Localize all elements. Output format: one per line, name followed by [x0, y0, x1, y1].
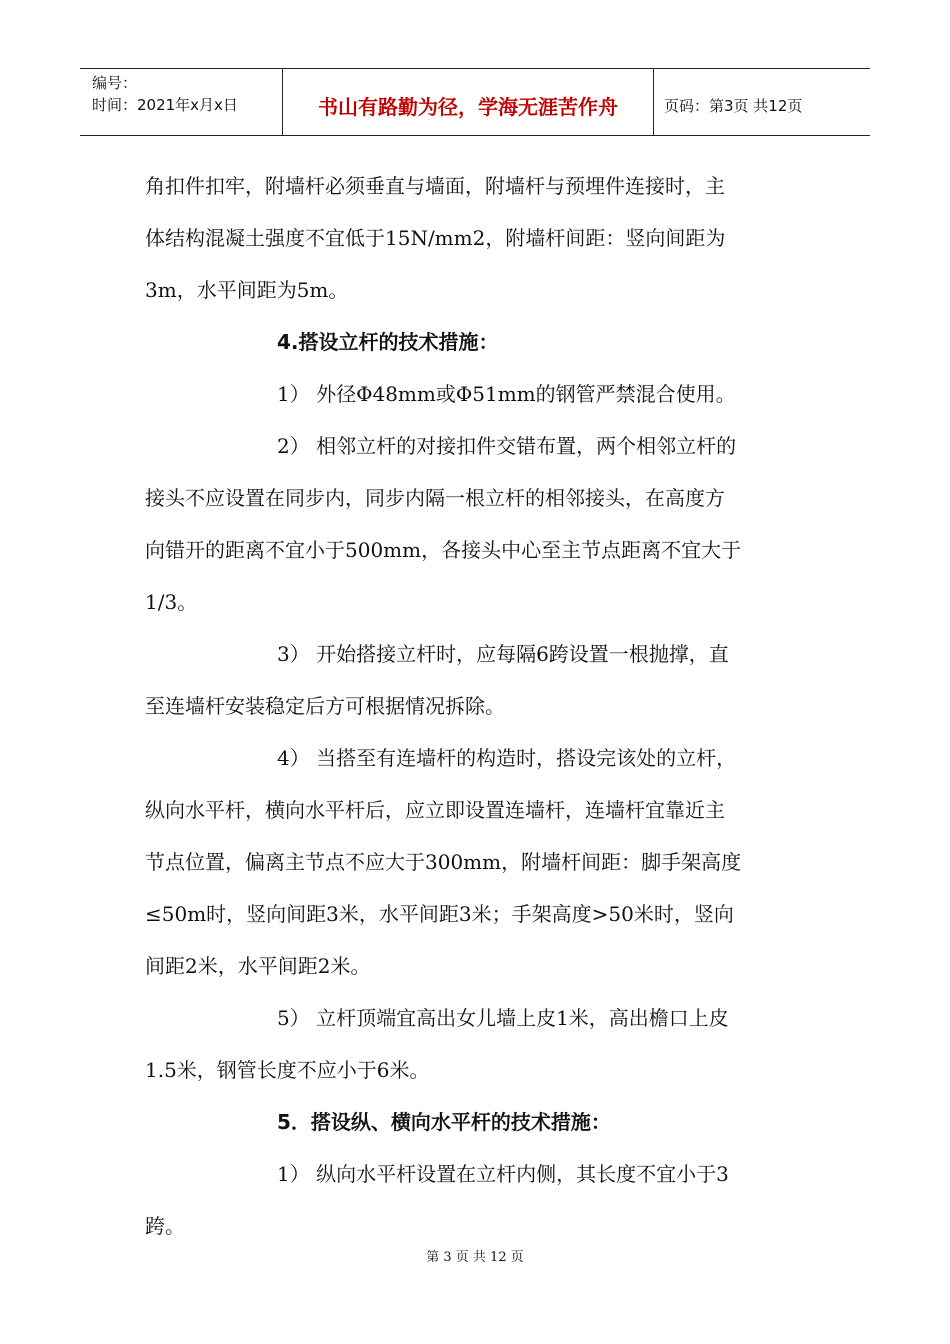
number-label: 编号： — [92, 74, 138, 92]
document-body — [145, 160, 810, 1252]
body-line: 间距2米，水平间距2米。 — [145, 954, 371, 978]
body-line: 1.5米，钢管长度不应小于6米。 — [145, 1058, 430, 1082]
body-line: ≤50m时，竖向间距3米，水平间距3米；手架高度>50米时，竖向 — [145, 902, 734, 926]
body-line: 向错开的距离不宜小于500mm，各接头中心至主节点距离不宜大于 — [145, 538, 742, 562]
page-footer: 第 3 页 共 12 页 — [426, 1250, 524, 1265]
body-line: 1/3。 — [145, 590, 198, 614]
body-line: 体结构混凝土强度不宜低于15N/mm2，附墙杆间距：竖向间距为 — [145, 226, 726, 250]
header-meta — [80, 69, 282, 135]
list-item: 2） 相邻立杆的对接扣件交错布置，两个相邻立杆的 — [277, 434, 737, 458]
time-label: 时间：2021年x月x日 — [92, 96, 238, 114]
list-item: 1） 外径Φ48mm或Φ51mm的钢管严禁混合使用。 — [277, 382, 736, 406]
body-line: 纵向水平杆，横向水平杆后，应立即设置连墙杆，连墙杆宜靠近主 — [145, 798, 725, 822]
header-motto: 书山有路勤为径，学海无涯苦作舟 — [282, 69, 654, 135]
list-item: 1） 纵向水平杆设置在立杆内侧，其长度不宜小于3 — [277, 1162, 729, 1186]
page-header — [80, 68, 870, 136]
body-line: 跨。 — [145, 1214, 185, 1238]
list-item: 4） 当搭至有连墙杆的构造时，搭设完该处的立杆， — [277, 746, 737, 770]
list-item: 5） 立杆顶端宜高出女儿墙上皮1米，高出檐口上皮 — [277, 1006, 729, 1030]
header-page-info: 页码：第3页 共12页 — [664, 96, 803, 115]
body-line: 3m，水平间距为5m。 — [145, 278, 349, 302]
list-item: 3） 开始搭接立杆时，应每隔6跨设置一根抛撑，直 — [277, 642, 729, 666]
body-line: 接头不应设置在同步内，同步内隔一根立杆的相邻接头，在高度方 — [145, 486, 725, 510]
section-heading: 4.搭设立杆的技术措施： — [277, 330, 499, 354]
body-line: 节点位置，偏离主节点不应大于300mm，附墙杆间距：脚手架高度 — [145, 850, 742, 874]
body-line: 至连墙杆安装稳定后方可根据情况拆除。 — [145, 694, 505, 718]
body-line: 角扣件扣牢，附墙杆必须垂直与墙面，附墙杆与预埋件连接时，主 — [145, 174, 725, 198]
section-heading: 5．搭设纵、横向水平杆的技术措施： — [277, 1110, 611, 1134]
